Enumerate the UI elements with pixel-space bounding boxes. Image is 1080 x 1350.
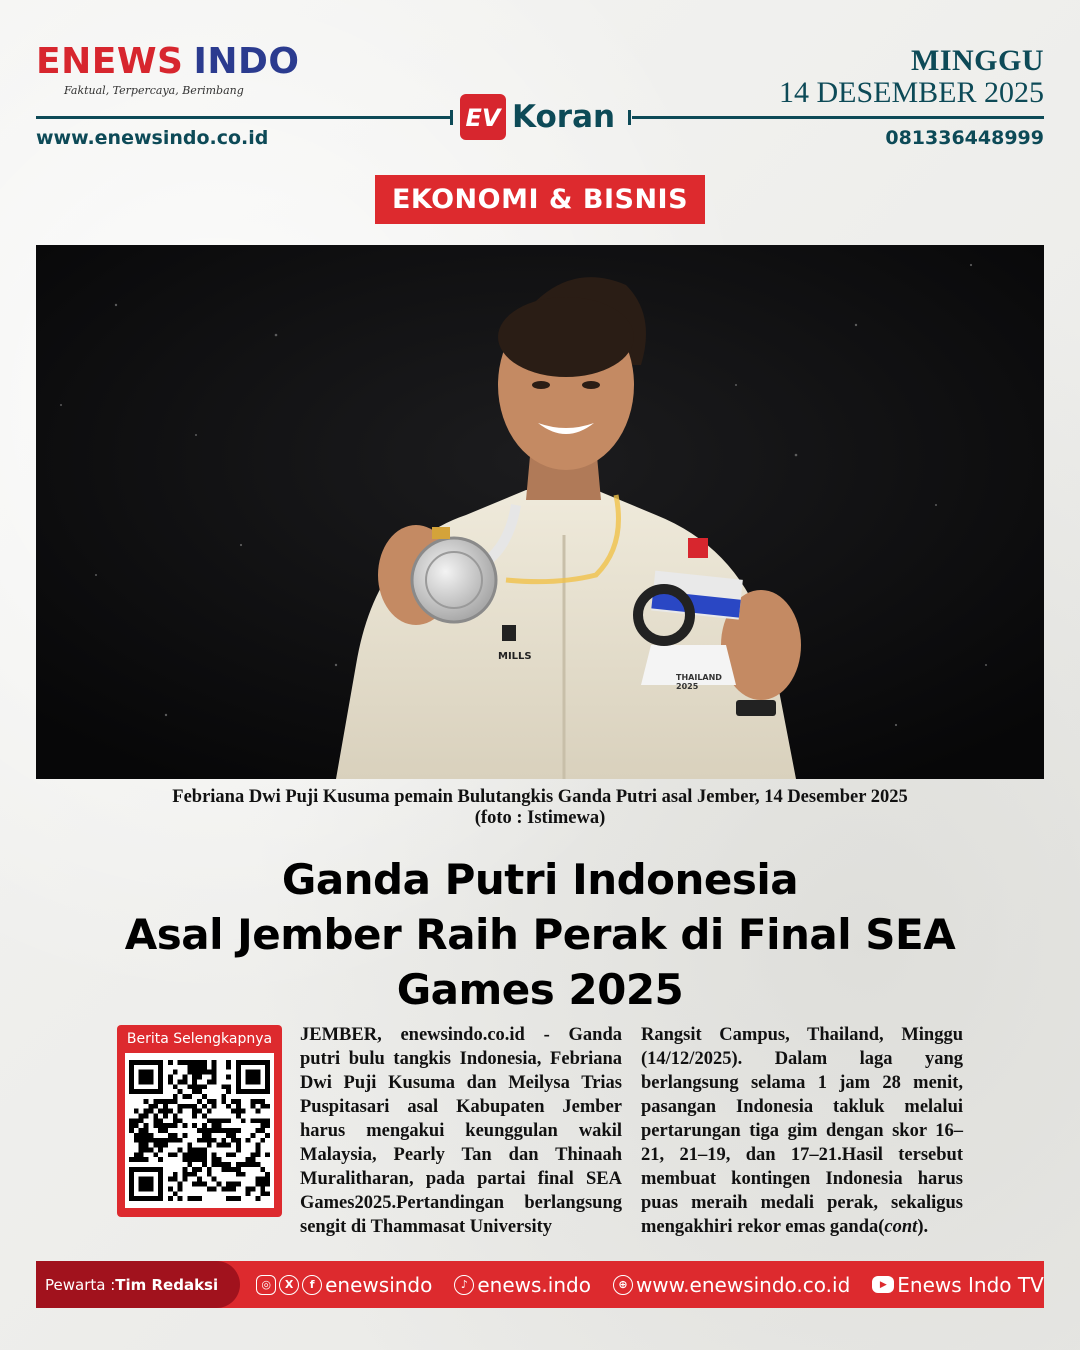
article-photo bbox=[36, 245, 1044, 779]
brand-tagline: Faktual, Terpercaya, Berimbang bbox=[64, 84, 244, 97]
headline-line3: Games 2025 bbox=[396, 965, 684, 1014]
brand-name-part2: INDO bbox=[193, 41, 300, 82]
header-rule-left bbox=[36, 116, 452, 119]
article-column-2 bbox=[641, 1023, 963, 1239]
qr-label: Berita Selengkapnya bbox=[126, 1031, 273, 1047]
globe-icon[interactable]: ⊕ bbox=[613, 1275, 633, 1295]
qr-code[interactable] bbox=[125, 1053, 274, 1208]
tiktok-handle[interactable]: enews.indo bbox=[477, 1272, 591, 1297]
social-handle[interactable]: enewsindo bbox=[325, 1272, 433, 1297]
article-headline bbox=[40, 852, 1040, 1017]
trophy-text: THAILAND bbox=[676, 673, 722, 682]
header-rule-right bbox=[632, 116, 1044, 119]
footer-website[interactable]: www.enewsindo.co.id bbox=[635, 1272, 851, 1297]
headline-line2: Asal Jember Raih Perak di Final SEA bbox=[124, 910, 956, 959]
youtube-group[interactable] bbox=[872, 1273, 1044, 1297]
reporter-name: Tim Redaksi bbox=[115, 1275, 219, 1294]
brand-logo bbox=[36, 41, 300, 97]
tiktok-handle-group[interactable] bbox=[454, 1273, 591, 1297]
header-rule-cap bbox=[450, 110, 453, 125]
shirt-logo-text: MILLS bbox=[498, 651, 532, 662]
social-handles[interactable] bbox=[256, 1273, 432, 1297]
brand-name bbox=[36, 41, 300, 82]
header-rule-cap bbox=[628, 110, 631, 125]
continued-marker: cont bbox=[884, 1217, 918, 1237]
reporter-credit bbox=[36, 1261, 240, 1308]
phone-number: 081336448999 bbox=[885, 127, 1044, 149]
photo-caption bbox=[36, 787, 1044, 829]
article-column-2-text: Rangsit Campus, Thailand, Minggu (14/12/2025). Dalam laga yang berlangsung selama 1 jam 28 menit, pasangan Indonesia takluk melalui pertarungan tiga gim dengan skor 16–21, 21–19, dan 17–21.Hasil tersebut membuat kontingen Indonesia harus puas meraih medali perak, sekaligus mengakhiri rekor emas ganda( bbox=[641, 1025, 963, 1237]
headline-line1: Ganda Putri Indonesia bbox=[281, 855, 799, 904]
article-column-2-end: ). bbox=[917, 1217, 929, 1237]
x-icon[interactable]: X bbox=[279, 1275, 299, 1295]
qr-code-icon bbox=[129, 1060, 270, 1201]
edition-label bbox=[460, 94, 615, 140]
issue-day: MINGGU bbox=[911, 44, 1044, 77]
photo-caption-line2: (foto : Istimewa) bbox=[474, 808, 606, 828]
footer-bar bbox=[36, 1261, 1044, 1308]
reporter-label: Pewarta : bbox=[45, 1275, 116, 1294]
section-badge: EKONOMI & BISNIS bbox=[375, 175, 705, 224]
trophy-year: 2025 bbox=[676, 682, 699, 691]
article-column-1: JEMBER, enewsindo.co.id - Ganda putri bulu tangkis Indonesia, Febriana Dwi Puji Kusuma dan Meilysa Trias Puspitasari asal Kabupaten Jember harus mengakui keunggulan wakil Malaysia, Pearly Tan dan Thinaah Muralitharan, pada partai final SEA Games2025.Pertandingan berlangsung sengit di Thammasat University bbox=[300, 1025, 622, 1237]
website-group[interactable] bbox=[613, 1273, 850, 1297]
website-link[interactable]: www.enewsindo.co.id bbox=[36, 127, 269, 149]
tiktok-icon[interactable]: ♪ bbox=[454, 1275, 474, 1295]
photo-caption-line1: Febriana Dwi Puji Kusuma pemain Bulutangkis Ganda Putri asal Jember, 14 Desember 2025 bbox=[172, 787, 908, 807]
ev-logo-icon bbox=[460, 94, 506, 140]
instagram-icon[interactable]: ◎ bbox=[256, 1275, 276, 1295]
issue-full-date: 14 DESEMBER 2025 bbox=[778, 76, 1044, 109]
ev-logo-text: EV bbox=[465, 104, 501, 132]
facebook-icon[interactable]: f bbox=[302, 1275, 322, 1295]
youtube-channel[interactable]: Enews Indo TV bbox=[897, 1272, 1044, 1297]
youtube-icon[interactable]: ▶ bbox=[872, 1276, 894, 1293]
issue-date bbox=[779, 46, 1044, 108]
brand-name-part1: ENEWS bbox=[36, 41, 184, 82]
edition-name: Koran bbox=[512, 99, 616, 135]
qr-card[interactable] bbox=[117, 1025, 282, 1217]
